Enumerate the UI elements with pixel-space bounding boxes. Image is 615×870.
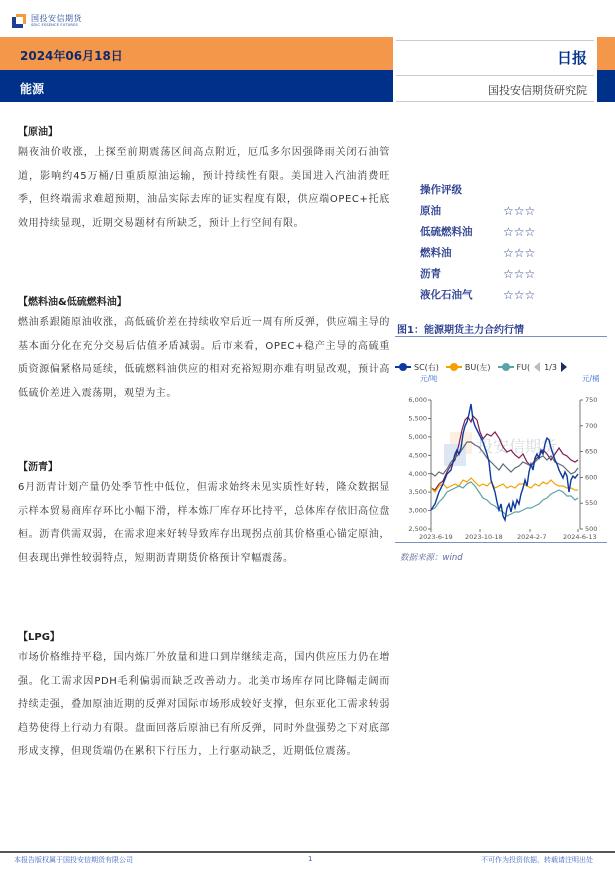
section-fuel-oil [18,294,390,459]
legend-item-bu[interactable] [446,362,491,373]
report-date: 2024年06月18日 [20,49,123,63]
logo-name-en: SDIC ESSENCE FUTURES [31,22,78,27]
svg-text:500: 500 [585,525,598,533]
rating-name: 沥青 [420,268,441,280]
chart-legend [395,361,567,373]
footer-page-number: 1 [308,855,313,863]
next-page-icon[interactable] [561,362,567,372]
rating-name: 低硫燃料油 [420,226,473,238]
section-body: 燃油系跟随原油收涨，高低硫价差在持续收窄后近一周有所反弹，供应端主导的基本面分化在充分交易后估值矛盾减弱。后市来看，OPEC+稳产主导的高硫重质资源偏紧格局延续，低硫燃料油供应的相对充裕短期亦难有明显改观，预计高低硫价差进入震荡期，观望为主。 [18,317,390,399]
legend-label: FU( [516,362,531,372]
svg-text:4,500: 4,500 [408,451,427,460]
right-axis-unit: 元/桶 [582,374,600,383]
svg-text:2024-2-7: 2024-2-7 [517,533,547,540]
section-title: 【LPG】 [18,632,60,643]
rating-name: 燃料油 [420,247,452,259]
section-title: 【沥青】 [18,462,58,473]
svg-text:5,500: 5,500 [408,414,427,423]
data-source: 数据来源：wind [400,553,463,563]
rating-row [420,201,590,222]
section-body: 6月沥青计划产量仍处季节性中低位，但需求始终未见实质性好转，隆众数据显示样本贸易商库存环比小幅下滑，样本炼厂库存环比持平，总体库存依旧高位盘桓。沥青供需双弱，在需求迎来好转导致库存出现拐点前其价格重心锚定原油，但表现出弹性较弱特点，短期沥青期货价格预计窄幅震荡。 [18,482,390,564]
rating-row [420,264,590,285]
star-rating-icon: ☆☆☆ [503,246,536,260]
report-type: 日报 [556,49,587,67]
section-crude-oil [18,124,390,294]
figure-bottom-rule [395,542,607,543]
rating-row [420,243,590,264]
rating-title: 操作评级 [420,184,462,196]
svg-text:6,000: 6,000 [408,396,427,404]
report-sector: 能源 [20,82,45,96]
svg-text:2024-6-13: 2024-6-13 [563,533,597,540]
footer-rule [0,851,615,853]
operation-rating [420,180,590,306]
svg-text:750: 750 [585,396,598,404]
section-title: 【原油】 [18,127,58,138]
left-axis-unit: 元/吨 [420,374,438,383]
svg-text:550: 550 [585,499,598,507]
legend-line-icon [395,366,411,368]
rating-name: 液化石油气 [420,289,473,301]
right-axis-ticks [580,396,597,533]
svg-text:3,000: 3,000 [408,506,427,515]
section-body: 市场价格维持平稳，国内炼厂外放量和进口到岸继续走高，国内供应压力仍在增强。化工需求因PDH毛利偏弱而缺乏改善动力。北美市场库存同比降幅走阔而持续走强，叠加原油近期的反弹对国际市场形成较好支撑，但东亚化工需求转弱趋势使得上行动力有限。盘面回落后原油已有所反弹，同时外盘强势之下对底部形成支撑，但现货端仍在累积下行压力，上行驱动缺乏，近期低位震荡。 [18,652,390,757]
energy-futures-line-chart [395,392,610,540]
svg-text:投安信期货: 投安信期货 [477,437,558,456]
institute-name: 国投安信期货研究院 [488,84,587,97]
legend-line-icon [446,366,462,368]
rating-row [420,285,590,306]
legend-label: SC(右) [414,362,439,372]
legend-pager [534,362,567,372]
rating-name: 原油 [420,205,441,217]
footer-disclaimer: 不可作为投资依据，转载请注明出处 [481,856,593,864]
legend-line-icon [498,366,514,368]
section-lpg [18,629,390,764]
svg-text:700: 700 [585,422,598,430]
svg-text:4,000: 4,000 [408,470,427,478]
svg-text:2023-10-18: 2023-10-18 [465,533,503,540]
legend-page-indicator: 1/3 [544,362,557,372]
legend-item-sc[interactable] [395,362,439,373]
prev-page-icon[interactable] [534,362,540,372]
star-rating-icon: ☆☆☆ [503,225,536,239]
footer-copyright: 本报告版权属于国投安信期货有限公司 [14,856,133,864]
star-rating-icon: ☆☆☆ [503,288,536,302]
svg-text:5,000: 5,000 [408,433,427,441]
rating-row [420,222,590,243]
section-body: 隔夜油价收涨，上探至前期震荡区间高点附近，厄瓜多尔因强降雨关闭石油管道，影响约45万桶/日重质原油运输，预计持续性有限。美国进入汽油消费旺季，但终端需求难超预期，油品实际去库的证实程度有限，供应端OPEC+托底效用持续显现，近期交易题材有所缺乏，预计上行空间有限。 [18,147,390,229]
legend-item-fu[interactable] [498,363,531,372]
svg-text:650: 650 [585,447,598,456]
star-rating-icon: ☆☆☆ [503,267,536,281]
commentary-column [18,124,390,764]
svg-text:600: 600 [585,473,598,482]
svg-text:3,500: 3,500 [408,488,427,496]
figure-title: 图1：能源期货主力合约行情 [397,325,524,336]
legend-label: BU(左) [464,362,491,372]
left-axis-ticks [408,396,431,533]
logo-name-cn: 国投安信期货 [31,13,82,23]
svg-text:2,500: 2,500 [408,525,427,533]
svg-text:2023-6-19: 2023-6-19 [419,533,453,540]
section-title: 【燃料油&低硫燃料油】 [18,297,127,308]
report-title-box [393,37,597,102]
figure-top-rule [395,336,607,337]
company-logo [12,10,82,32]
star-rating-icon: ☆☆☆ [503,204,536,218]
logo-mark-icon [12,14,26,28]
section-asphalt [18,459,390,629]
